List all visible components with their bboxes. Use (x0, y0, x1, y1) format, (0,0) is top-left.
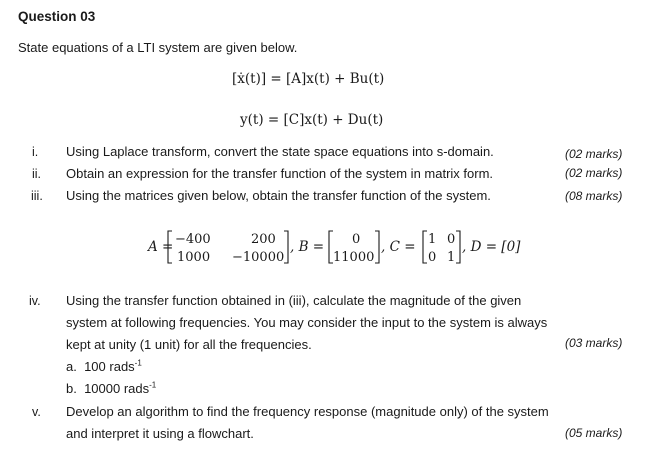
matrix-a-22: −10000 (232, 250, 285, 265)
frequency-a (66, 359, 142, 374)
part-iii-text: Using the matrices given below, obtain the transfer function of the system. (66, 188, 491, 203)
system-matrices (0, 222, 656, 272)
question-title: Question 03 (18, 9, 96, 24)
part-iv-line-1: Using the transfer function obtained in (iii), calculate the magnitude of the given (66, 293, 522, 308)
output-equation: y(t) = [C]x(t) + Du(t) (240, 112, 384, 128)
part-iv-number: iv. (29, 294, 41, 308)
matrix-a-11: −400 (175, 232, 211, 247)
part-v-number: v. (32, 405, 41, 419)
part-i-marks: (02 marks) (565, 147, 623, 161)
matrix-d: , D = [0] (462, 239, 521, 255)
part-ii-marks: (02 marks) (565, 166, 623, 180)
part-i-number: i. (32, 145, 39, 159)
matrix-b-2: 11000 (333, 250, 375, 265)
part-iv-line-2: system at following frequencies. You may consider the input to the system is always (66, 315, 548, 330)
part-iv-marks: (03 marks) (565, 336, 623, 350)
question-intro: State equations of a LTI system are given below. (18, 40, 298, 55)
matrix-b-1: 0 (352, 232, 361, 247)
part-v-line-1: Develop an algorithm to find the frequency response (magnitude only) of the system (66, 404, 549, 419)
part-iv-line-3: kept at unity (1 unit) for all the frequencies. (66, 337, 312, 352)
matrix-c-11: 1 (428, 232, 437, 247)
matrix-b-right-bracket (375, 231, 379, 263)
part-iii-marks: (08 marks) (565, 189, 623, 203)
matrix-a-label: A = (148, 239, 174, 255)
frequency-a-label: a. (66, 359, 77, 374)
frequency-b-exponent: -1 (149, 380, 157, 390)
frequency-a-value: 100 rads (84, 359, 135, 374)
part-v-line-2: and interpret it using a flowchart. (66, 426, 254, 441)
matrix-c-left-bracket (423, 231, 427, 263)
matrix-c-21: 0 (428, 250, 437, 265)
matrix-b-label: , B = (290, 239, 325, 255)
matrix-c-label: , C = (381, 239, 416, 255)
frequency-b-label: b. (66, 381, 77, 396)
frequency-b (66, 381, 156, 396)
frequency-a-exponent: -1 (134, 358, 142, 368)
part-v-marks: (05 marks) (565, 426, 623, 440)
frequency-b-value: 10000 rads (84, 381, 150, 396)
matrix-a-21: 1000 (177, 250, 211, 265)
part-iii-number: iii. (31, 189, 43, 203)
matrix-c-12: 0 (447, 232, 456, 247)
part-i-text: Using Laplace transform, convert the state space equations into s-domain. (66, 144, 494, 159)
matrix-c-22: 1 (447, 250, 456, 265)
part-ii-number: ii. (32, 167, 42, 181)
matrix-a-12: 200 (251, 232, 276, 247)
matrix-c-right-bracket (456, 231, 460, 263)
part-ii-text: Obtain an expression for the transfer function of the system in matrix form. (66, 166, 494, 181)
state-equation: [ẋ(t)] = [A]x(t) + Bu(t) (232, 71, 385, 87)
matrix-a-right-bracket (284, 231, 288, 263)
